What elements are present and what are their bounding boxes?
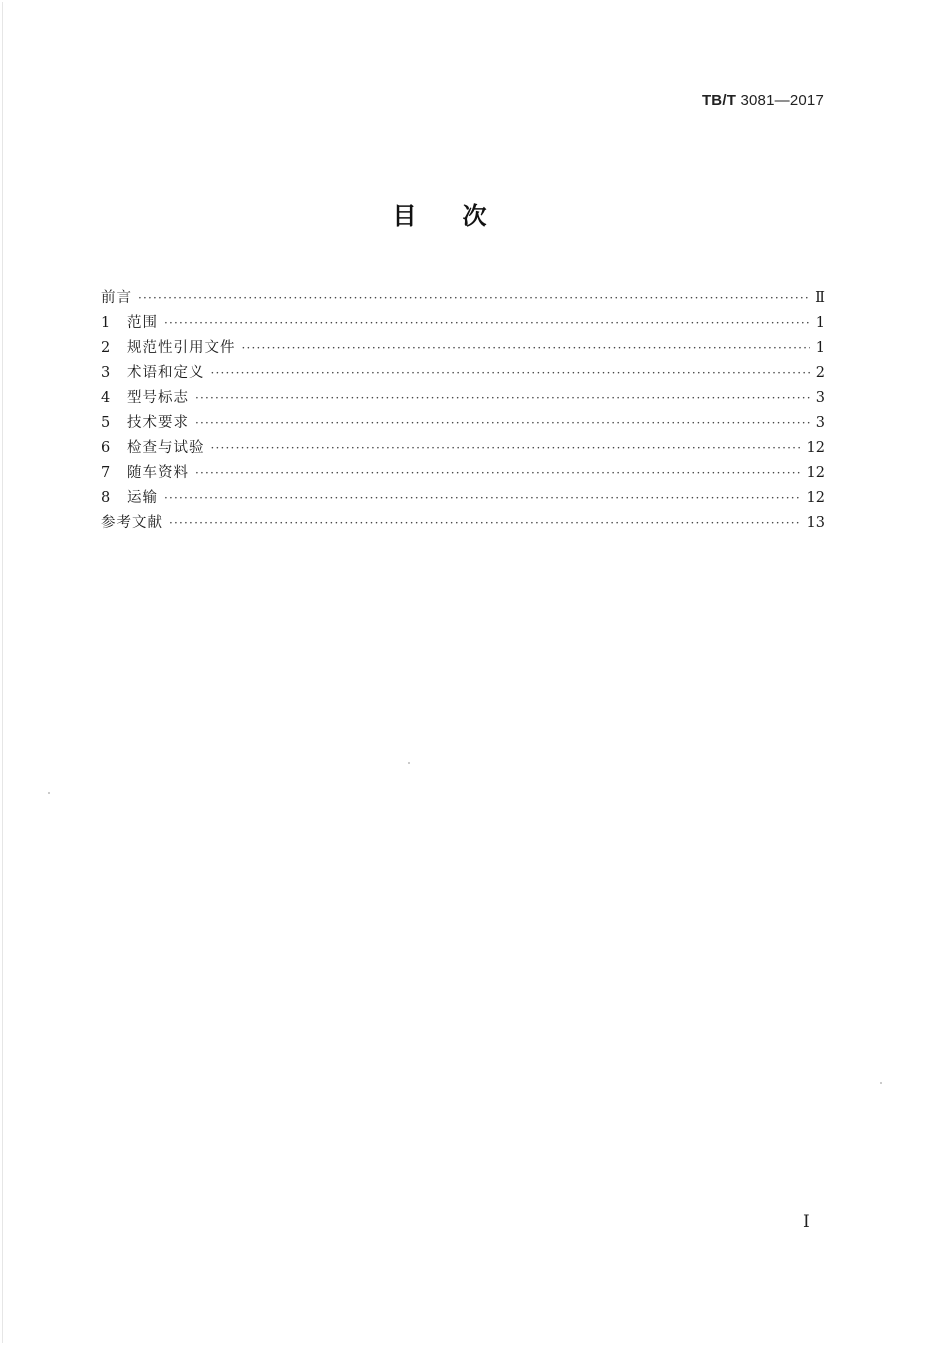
toc-entry-label: 随车资料 (127, 465, 189, 481)
document-code (702, 92, 824, 109)
toc-entry-page: 12 (806, 490, 825, 506)
toc-entry-page: 12 (806, 440, 825, 456)
toc-entry-3[interactable] (101, 361, 825, 386)
toc-entry-page: 1 (815, 340, 825, 356)
toc-entry-label: 型号标志 (127, 390, 189, 406)
toc-leader-dots (164, 491, 801, 505)
toc-leader-dots (211, 441, 801, 455)
toc-leader-dots (242, 341, 810, 355)
toc-entry-page: 12 (806, 465, 825, 481)
table-of-contents (101, 286, 825, 536)
toc-entry-page: 3 (815, 415, 825, 431)
page-number: I (803, 1212, 810, 1232)
toc-leader-dots (169, 516, 801, 530)
toc-entry-page: Ⅱ (815, 290, 825, 306)
toc-entry-label: 规范性引用文件 (127, 340, 236, 356)
toc-entry-number: 7 (101, 465, 111, 481)
toc-entry-6[interactable] (101, 436, 825, 461)
toc-entry-number: 1 (101, 315, 111, 331)
toc-entry-number: 8 (101, 490, 111, 506)
toc-leader-dots (195, 391, 810, 405)
toc-entry-5[interactable] (101, 411, 825, 436)
toc-leader-dots (164, 316, 810, 330)
toc-entry-label: 范围 (127, 315, 158, 331)
toc-entry-page: 3 (815, 390, 825, 406)
toc-entry-label: 术语和定义 (127, 365, 205, 381)
document-code-prefix: TB/T (701, 92, 737, 109)
toc-leader-dots (195, 466, 801, 480)
toc-entry-foreword[interactable] (101, 286, 825, 311)
toc-entry-number: 5 (101, 415, 111, 431)
toc-entry-page: 2 (815, 365, 825, 381)
scan-speck (408, 762, 410, 764)
toc-entry-7[interactable] (101, 461, 825, 486)
scan-speck (880, 1082, 882, 1084)
toc-entry-label: 技术要求 (127, 415, 189, 431)
page-title: 目次 (392, 202, 533, 230)
toc-entry-page: 1 (815, 315, 825, 331)
toc-entry-number: 4 (101, 390, 111, 406)
toc-entry-number: 2 (101, 340, 111, 356)
document-code-number: 3081—2017 (740, 92, 824, 109)
toc-entry-label: 检查与试验 (127, 440, 205, 456)
toc-entry-1[interactable] (101, 311, 825, 336)
toc-entry-2[interactable] (101, 336, 825, 361)
toc-leader-dots (211, 366, 810, 380)
toc-entry-page: 13 (806, 515, 825, 531)
toc-leader-dots (195, 416, 810, 430)
toc-entry-label: 参考文献 (101, 515, 163, 531)
toc-entry-number: 6 (101, 440, 111, 456)
toc-entry-8[interactable] (101, 486, 825, 511)
toc-leader-dots (138, 291, 809, 305)
scan-speck (48, 792, 50, 794)
toc-entry-references[interactable] (101, 511, 825, 536)
toc-entry-number: 3 (101, 365, 111, 381)
toc-entry-label: 运输 (127, 490, 158, 506)
toc-entry-label: 前言 (101, 290, 132, 306)
toc-entry-4[interactable] (101, 386, 825, 411)
